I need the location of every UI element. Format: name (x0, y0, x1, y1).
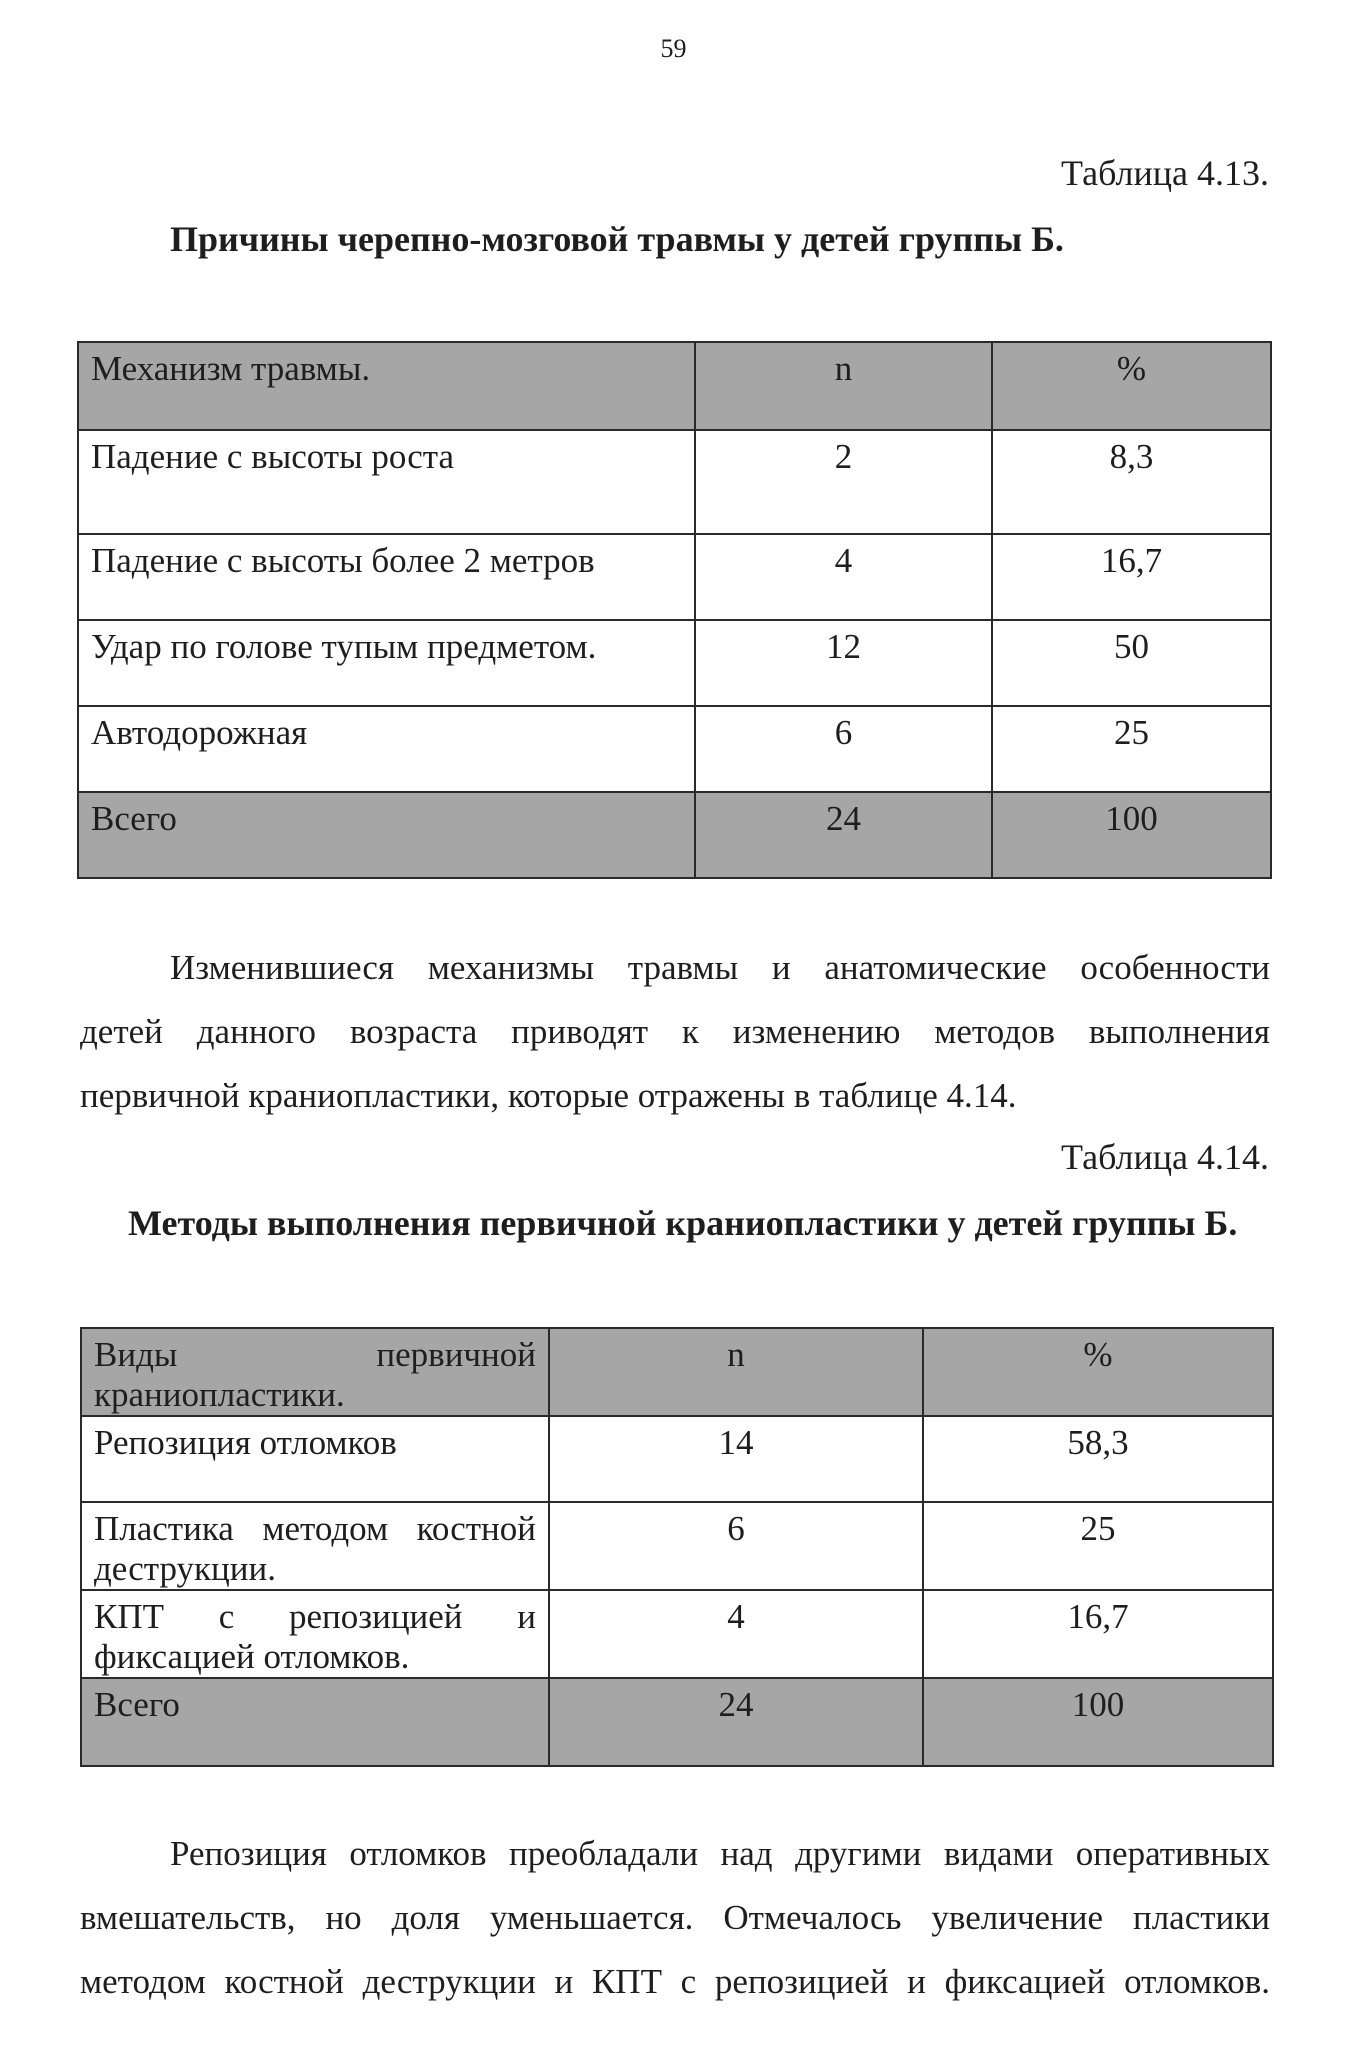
paragraph-line: Изменившиеся механизмы травмы и анатомические особенности (170, 948, 1270, 987)
cell-mechanism: Автодорожная (78, 706, 695, 792)
cell-n: 2 (695, 430, 992, 534)
cell-percent: 25 (923, 1502, 1273, 1590)
table-total-row (81, 1678, 1273, 1766)
cell-type: Репозиция отломков (81, 1416, 549, 1502)
cell-type: Пластика методом костной деструкции. (81, 1502, 549, 1590)
paragraph-1 (80, 936, 1270, 1128)
cell-n: 6 (549, 1502, 923, 1590)
table-number-1: Таблица 4.13. (1061, 153, 1269, 193)
total-percent: 100 (923, 1678, 1273, 1766)
cell-percent: 16,7 (992, 534, 1271, 620)
table-row (81, 1502, 1273, 1590)
cell-percent: 16,7 (923, 1590, 1273, 1678)
cell-n: 6 (695, 706, 992, 792)
table-row (81, 1590, 1273, 1678)
table-row (78, 706, 1271, 792)
header-mechanism: Механизм травмы. (78, 342, 695, 430)
cell-mechanism: Удар по голове тупым предметом. (78, 620, 695, 706)
table-title-1: Причины черепно-мозговой травмы у детей группы Б. (170, 219, 1064, 259)
table-title-2: Методы выполнения первичной краниопластики у детей группы Б. (128, 1203, 1238, 1243)
table-injury-causes (77, 341, 1272, 879)
header-n: n (549, 1328, 923, 1416)
cell-n: 14 (549, 1416, 923, 1502)
cell-percent: 58,3 (923, 1416, 1273, 1502)
table-row (78, 534, 1271, 620)
table-header-row (78, 342, 1271, 430)
table-header-row (81, 1328, 1273, 1416)
table-number-2: Таблица 4.14. (1061, 1137, 1269, 1177)
paragraph-line: первичной краниопластики, которые отражены в таблице 4.14. (80, 1076, 1017, 1115)
table-row (81, 1416, 1273, 1502)
paragraph-line: детей данного возраста приводят к изменению методов выполнения (80, 1012, 1270, 1051)
cell-percent: 25 (992, 706, 1271, 792)
header-percent: % (923, 1328, 1273, 1416)
cell-mechanism: Падение с высоты роста (78, 430, 695, 534)
table-total-row (78, 792, 1271, 878)
page-number: 59 (660, 34, 687, 63)
total-label: Всего (81, 1678, 549, 1766)
header-n: n (695, 342, 992, 430)
total-n: 24 (549, 1678, 923, 1766)
paragraph-line: Репозиция отломков преобладали над другими видами оперативных (170, 1834, 1270, 1873)
header-type: Виды первичной краниопластики. (81, 1328, 549, 1416)
cell-n: 4 (549, 1590, 923, 1678)
total-percent: 100 (992, 792, 1271, 878)
total-label: Всего (78, 792, 695, 878)
cell-percent: 8,3 (992, 430, 1271, 534)
table-row (78, 430, 1271, 534)
total-n: 24 (695, 792, 992, 878)
table-cranioplasty-methods (80, 1327, 1274, 1767)
cell-type: КПТ с репозицией и фиксацией отломков. (81, 1590, 549, 1678)
paragraph-line: методом костной деструкции и КПТ с репозицией и фиксацией отломков. (80, 1962, 1270, 2001)
cell-percent: 50 (992, 620, 1271, 706)
header-percent: % (992, 342, 1271, 430)
cell-n: 4 (695, 534, 992, 620)
cell-n: 12 (695, 620, 992, 706)
table-row (78, 620, 1271, 706)
paragraph-line: вмешательств, но доля уменьшается. Отмечалось увеличение пластики (80, 1898, 1270, 1937)
cell-mechanism: Падение с высоты более 2 метров (78, 534, 695, 620)
paragraph-2 (80, 1822, 1270, 2014)
